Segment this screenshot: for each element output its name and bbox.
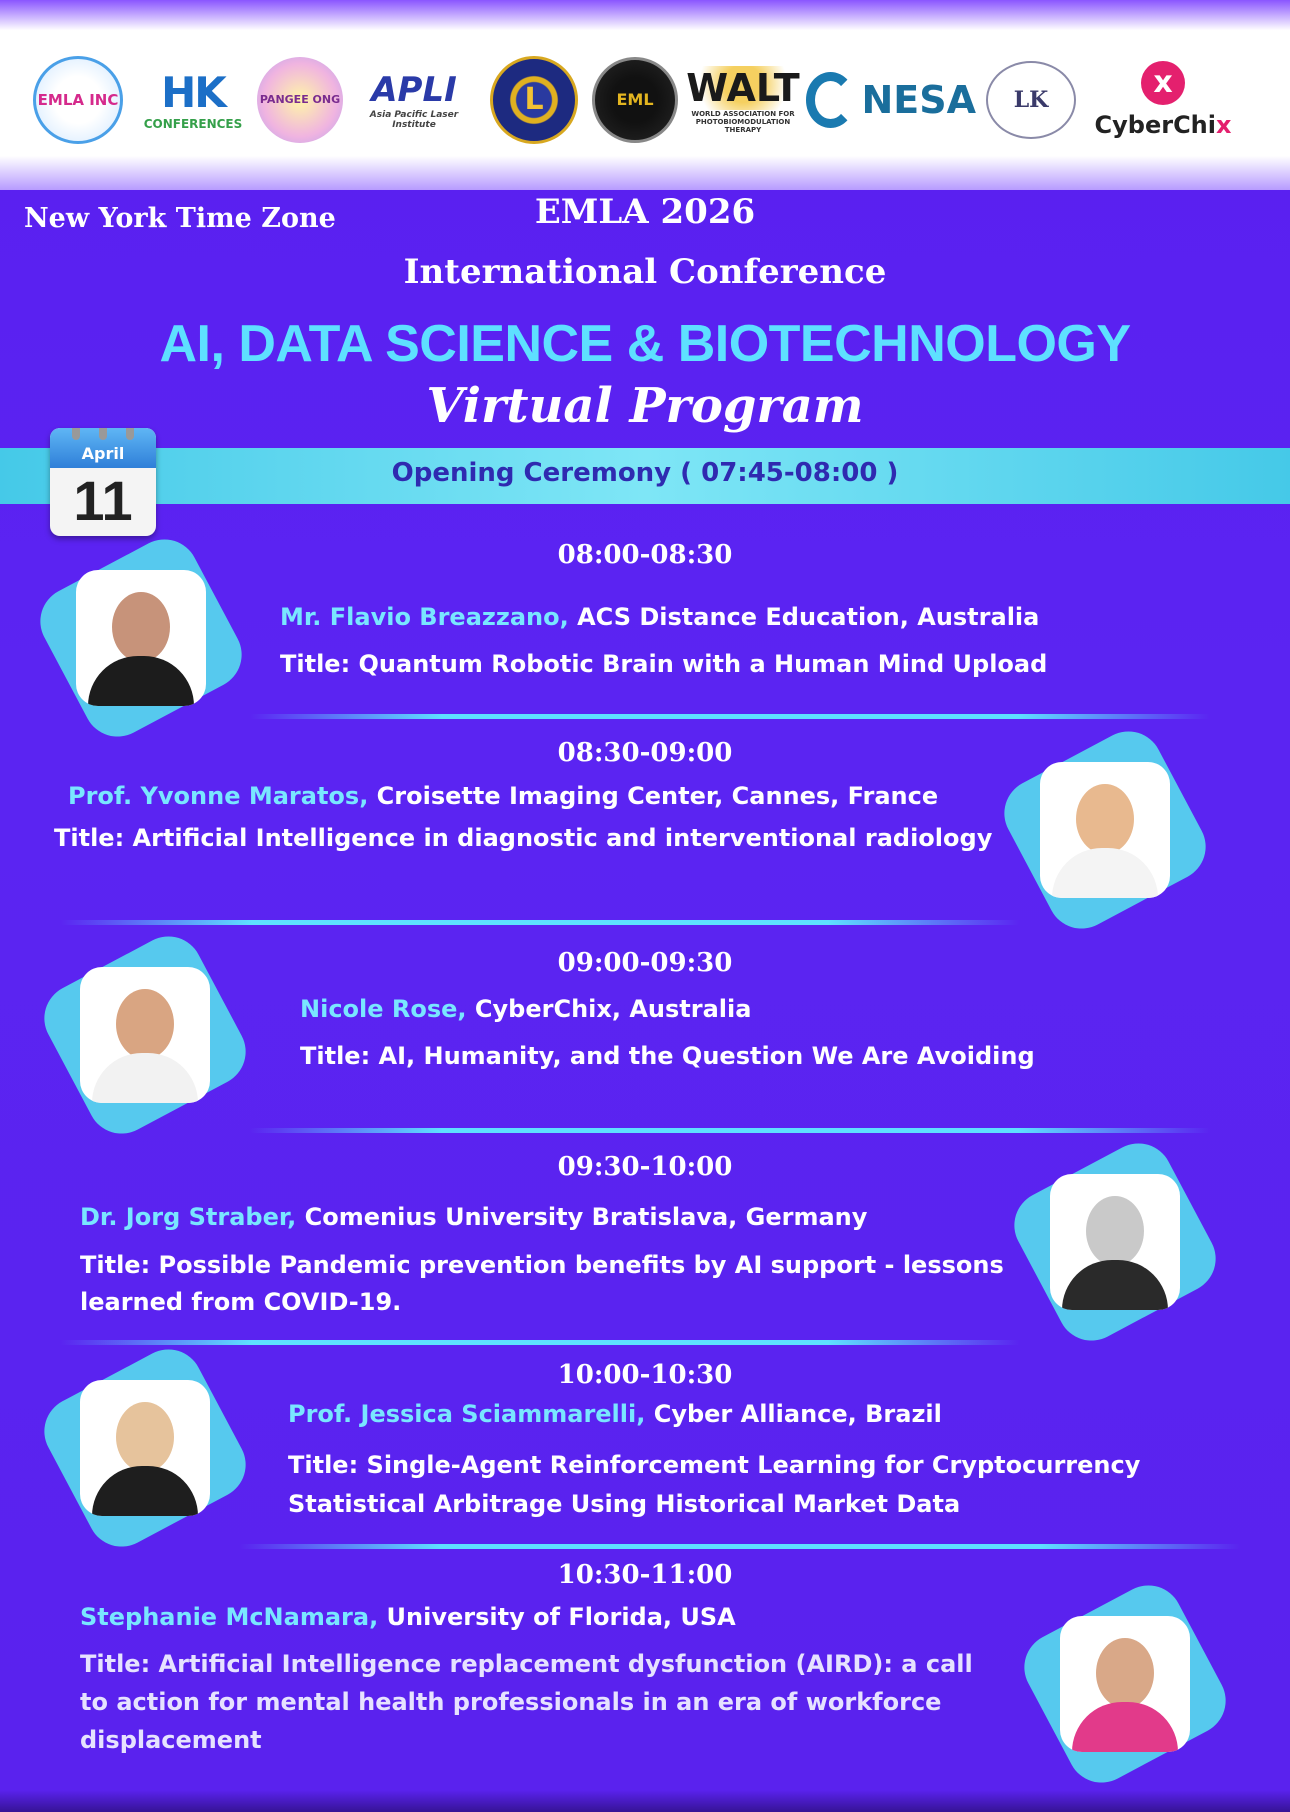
talk-title-continued: learned from COVID-19. <box>80 1288 402 1316</box>
hk-conferences-logo: HK CONFERENCES <box>143 68 243 131</box>
cyberchix-x-icon: x <box>1141 61 1185 105</box>
talk-title-continued: displacement <box>80 1726 262 1754</box>
conference-year: EMLA 2026 <box>534 192 756 232</box>
session-divider <box>250 1128 1210 1133</box>
nesa-ring-icon <box>806 72 855 128</box>
speaker-line <box>288 1400 942 1428</box>
cyberchix-logo: x CyberChix <box>1088 52 1238 147</box>
speaker-line <box>80 1203 867 1231</box>
bottom-edge <box>0 1790 1290 1812</box>
session-time: 08:00-08:30 <box>557 540 733 570</box>
european-medical-laser-association-logo: EML <box>590 52 680 147</box>
apli-logo: APLI Asia Pacific Laser Institute <box>369 69 459 130</box>
pangee-ong-logo: PANGEE ONG <box>255 52 345 147</box>
nesa-logo: NESA <box>806 52 976 147</box>
speaker-affiliation: University of Florida, USA <box>378 1603 736 1631</box>
calendar-day: 11 <box>73 469 133 532</box>
speaker-name: Dr. Jorg Straber, <box>80 1203 297 1231</box>
session-divider <box>60 1340 1020 1345</box>
program-title: Virtual Program <box>426 378 864 434</box>
speaker-line <box>80 1603 736 1631</box>
calendar-icon <box>50 428 156 536</box>
lions-international-logo: L <box>488 52 580 147</box>
speaker-line <box>300 995 751 1023</box>
talk-title: Title: Quantum Robotic Brain with a Human Mind Upload <box>280 650 1048 678</box>
speaker-affiliation: CyberChix, Australia <box>466 995 752 1023</box>
talk-title-continued: to action for mental health professionals in an era of workforce <box>80 1688 942 1716</box>
speaker-name: Stephanie McNamara, <box>80 1603 379 1631</box>
speaker-affiliation: Croisette Imaging Center, Cannes, France <box>368 782 939 810</box>
speaker-photo <box>1020 1152 1210 1332</box>
speaker-name: Prof. Yvonne Maratos, <box>68 782 369 810</box>
speaker-photo <box>46 548 236 728</box>
speaker-line <box>280 603 1039 631</box>
speaker-name: Nicole Rose, <box>300 995 467 1023</box>
sponsor-logo-band <box>0 0 1290 190</box>
conference-name: International Conference <box>403 252 887 292</box>
speaker-affiliation: ACS Distance Education, Australia <box>568 603 1040 631</box>
talk-title: Title: AI, Humanity, and the Question We Are Avoiding <box>300 1042 1035 1070</box>
speaker-photo <box>50 1358 240 1538</box>
session-time: 09:30-10:00 <box>557 1152 733 1182</box>
speaker-affiliation: Comenius University Bratislava, Germany <box>296 1203 868 1231</box>
session-time: 09:00-09:30 <box>557 948 733 978</box>
conference-topic: AI, DATA SCIENCE & BIOTECHNOLOGY <box>159 315 1131 373</box>
time-zone-label: New York Time Zone <box>24 203 336 234</box>
speaker-photo <box>1030 1594 1220 1774</box>
speaker-line <box>68 782 938 810</box>
session-time: 08:30-09:00 <box>557 738 733 768</box>
calendar-month: April <box>50 428 156 468</box>
lk-crest-logo: LK <box>980 52 1082 147</box>
session-divider <box>60 920 1020 925</box>
session-time: 10:30-11:00 <box>557 1560 733 1590</box>
talk-title: Title: Artificial Intelligence in diagnostic and interventional radiology <box>54 824 993 852</box>
emla-logo: EMLA INC <box>28 52 128 147</box>
talk-title: Title: Possible Pandemic prevention benefits by AI support - lessons <box>80 1251 1004 1279</box>
session-time: 10:00-10:30 <box>557 1360 733 1390</box>
talk-title: Title: Single-Agent Reinforcement Learning for Cryptocurrency <box>288 1451 1141 1479</box>
speaker-photo <box>50 945 240 1125</box>
talk-title-continued: Statistical Arbitrage Using Historical Market Data <box>288 1490 961 1518</box>
walt-logo: WALT WORLD ASSOCIATION FOR PHOTOBIOMODULATION THERAPY <box>686 65 800 134</box>
speaker-name: Mr. Flavio Breazzano, <box>280 603 569 631</box>
talk-title: Title: Artificial Intelligence replacement dysfunction (AIRD): a call <box>80 1650 973 1678</box>
speaker-affiliation: Cyber Alliance, Brazil <box>645 1400 942 1428</box>
speaker-name: Prof. Jessica Sciammarelli, <box>288 1400 646 1428</box>
session-divider <box>240 1544 1240 1549</box>
opening-ceremony-text: Opening Ceremony ( 07:45-08:00 ) <box>391 458 899 488</box>
speaker-photo <box>1010 740 1200 920</box>
session-divider <box>250 714 1210 719</box>
